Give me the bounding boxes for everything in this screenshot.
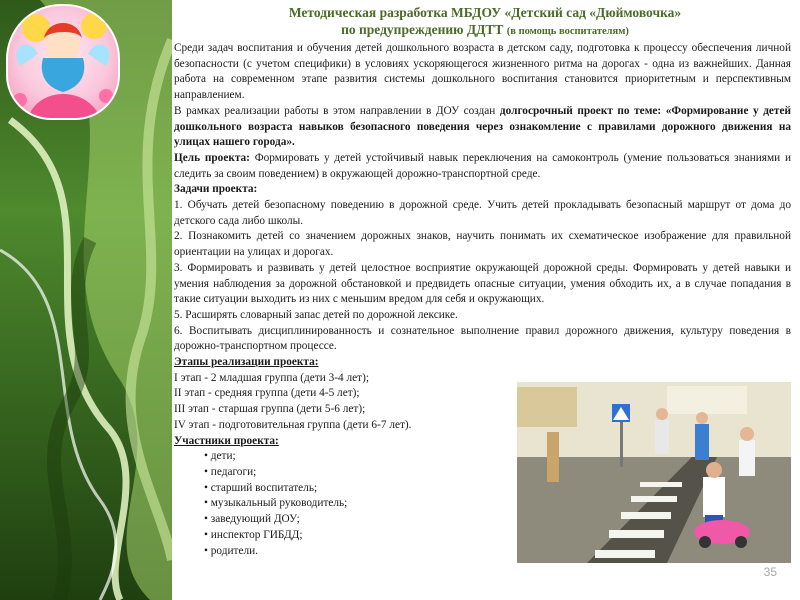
participant-item: • музыкальный руководитель; [204, 496, 791, 512]
participant-item: • заведующий ДОУ; [204, 512, 791, 528]
tasks-label: Задачи проекта: [174, 183, 258, 196]
participant-item: • дети; [204, 449, 791, 465]
participants-label: Участники проекта: [174, 434, 279, 447]
decorative-side-panel [0, 0, 172, 600]
goal-text: Формировать у детей устойчивый навык переключения на самоконтроль (умение пользоваться знаниями и следить за своим поведением) в окружающей дорожно-транспортной среде. [174, 151, 791, 180]
task-item: 2. Познакомить детей со значением дорожных знаков, научить понимать их схематическое изображение для правильной ориентации на улицах и дорогах. [174, 230, 791, 259]
title-line-2 [176, 21, 794, 40]
stage-item: III этап - старшая группа (дети 5-6 лет); [174, 403, 366, 416]
participant-item: • педагоги; [204, 465, 791, 481]
title-line-2-main: по предупреждению ДДТТ [341, 22, 504, 37]
title-line-2-note: (в помощь воспитателям) [506, 26, 629, 37]
project-bold-text: долгосрочный проект по теме: «Формирование у детей дошкольного возраста навыков безопасного поведения через ознакомление с правилами дорожного движения на улицах нашего города». [174, 104, 792, 149]
project-text: В рамках реализации работы в этом направлении в ДОУ создан [174, 104, 496, 117]
goal-paragraph [174, 151, 791, 182]
intro-paragraph: Среди задач воспитания и обучения детей дошкольного возраста в детском саду, подготовка к процессу обеспечения личной безопасности (с учетом специфики) в условиях ускоряющегося жизненного ритма на дорогах - одна из важнейших. Данная работа на современном этапе развития системы дошкольного воспитания становится приоритетным и перспективным направлением. [174, 42, 791, 102]
participant-item: • родители. [204, 544, 791, 560]
children-crosswalk-photo [517, 382, 791, 563]
page-title [176, 4, 794, 40]
task-item: 1. Обучать детей безопасному поведению в дорожной среде. Учить детей прокладывать безопасный маршрут от дома до детского сада либо школы. [174, 199, 791, 227]
title-line-1: Методическая разработка МБДОУ «Детский сад «Дюймовочка» [288, 5, 682, 20]
participant-item: • старший воспитатель; [204, 481, 791, 497]
task-item: 5. Расширять словарный запас детей по дорожной лексике. [174, 308, 458, 321]
stage-item: II этап - средняя группа (дети 4-5 лет); [174, 387, 360, 400]
page-number: 35 [763, 565, 777, 579]
task-item: 6. Воспитывать дисциплинированность и сознательное выполнение правил дорожного движения, культуру поведения в дорожно-транспортном процессе. [174, 324, 791, 353]
fairy-illustration [6, 4, 120, 120]
task-item: 3. Формировать и развивать у детей целостное восприятие окружающей дорожной среды. Формировать у детей навыки и умения наблюдения за дорожной обстановкой и предвидеть опасные ситуации, умения обходить их, а в случае попадания в такие ситуации выходить из них с меньшим вредом для себя и окружающих. [174, 261, 791, 306]
stage-item: I этап - 2 младшая группа (дети 3-4 лет); [174, 371, 369, 384]
stages-label: Этапы реализации проекта: [174, 356, 319, 369]
participant-item: • инспектор ГИБДД; [204, 528, 791, 544]
project-paragraph [174, 104, 791, 151]
goal-label: Цель проекта: [174, 151, 250, 164]
stage-item: IV этап - подготовительная группа (дети 6-7 лет). [174, 418, 412, 431]
